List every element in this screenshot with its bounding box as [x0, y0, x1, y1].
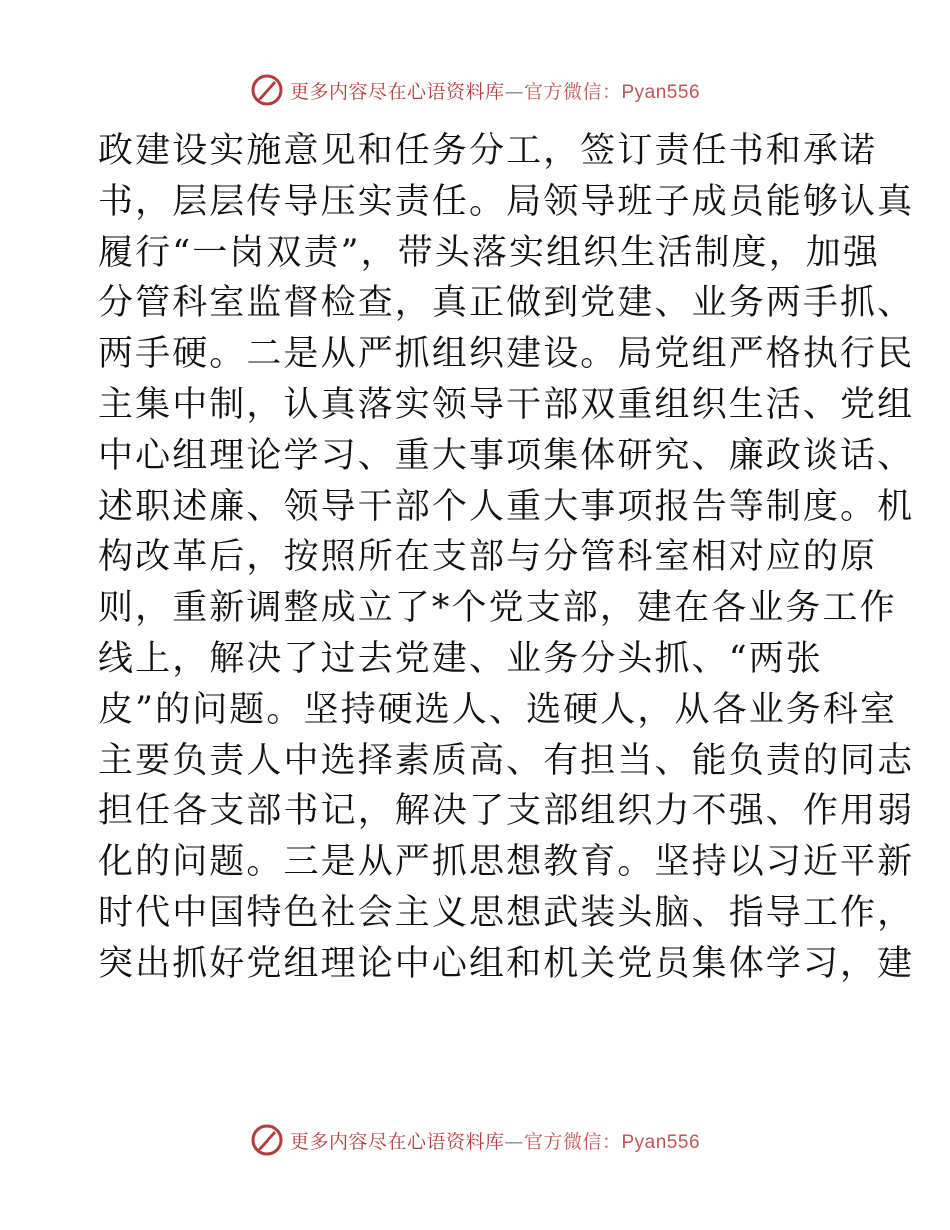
body-line: 主集中制，认真落实领导干部双重组织生活、党组 [98, 384, 915, 425]
footer-watermark [0, 1120, 950, 1160]
body-line: 分管科室监督检查，真正做到党建、业务两手抓、 [98, 283, 915, 324]
body-line: 主要负责人中选择素质高、有担当、能负责的同志 [98, 740, 915, 781]
body-line: 时代中国特色社会主义思想武装头脑、指导工作， [98, 892, 915, 933]
body-line: 皮”的问题。坚持硬选人、选硬人，从各业务科室 [98, 689, 898, 730]
body-line: 书，层层传导压实责任。局领导班子成员能够认真 [98, 181, 915, 222]
body-line: 线上，解决了过去党建、业务分头抓、“两张 [98, 638, 823, 679]
body-line: 突出抓好党组理论中心组和机关党员集体学习，建 [98, 943, 915, 984]
body-line: 构改革后，按照所在支部与分管科室相对应的原 [98, 537, 878, 578]
body-line: 两手硬。二是从严抓组织建设。局党组严格执行民 [98, 334, 915, 375]
body-line: 化的问题。三是从严抓思想教育。坚持以习近平新 [98, 842, 915, 883]
body-line: 述职述廉、领导干部个人重大事项报告等制度。机 [98, 486, 915, 527]
body-line: 政建设实施意见和任务分工，签订责任书和承诺 [98, 131, 878, 171]
body-line: 则，重新调整成立了*个党支部，建在各业务工作 [98, 588, 897, 629]
body-line: 中心组理论学习、重大事项集体研究、廉政谈话、 [98, 435, 915, 476]
watermark-text: 更多内容尽在心语资料库—官方微信：Pyan556 [289, 80, 701, 103]
body-line: 担任各支部书记，解决了支部组织力不强、作用弱 [98, 791, 915, 832]
quill-logo-icon [250, 73, 284, 107]
body-line: 履行“一岗双责”，带头落实组织生活制度，加强 [98, 232, 880, 273]
header-watermark [0, 70, 950, 110]
quill-logo-icon [250, 1123, 284, 1157]
document-body [98, 126, 915, 990]
watermark-text: 更多内容尽在心语资料库—官方微信：Pyan556 [289, 1130, 701, 1153]
